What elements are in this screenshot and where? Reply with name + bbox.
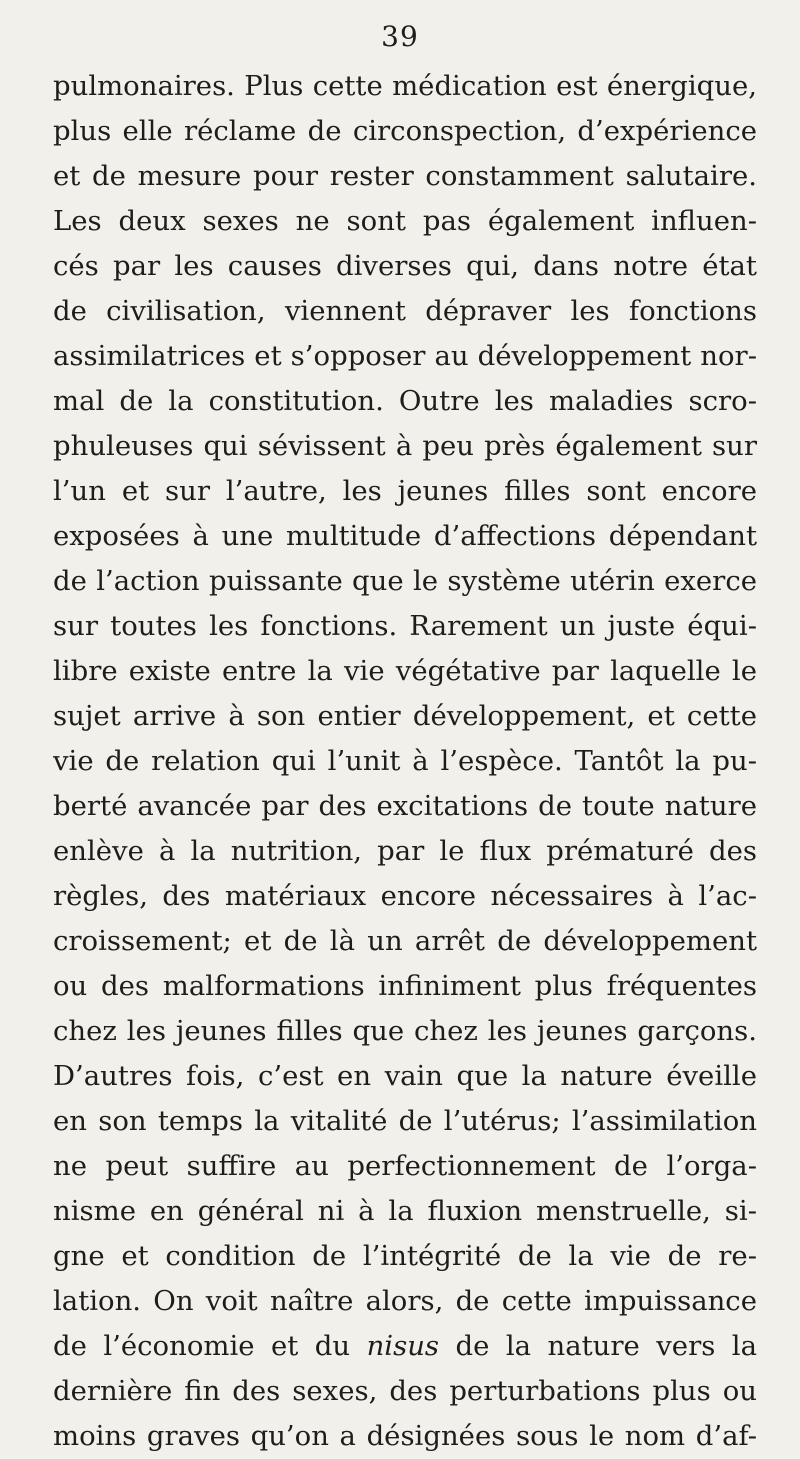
text-line: croissement; et de là un arrêt de développement <box>53 925 757 957</box>
text-line: berté avancée par des excitations de toute nature <box>53 790 757 822</box>
text-line: enlève à la nutrition, par le flux prématuré des <box>53 835 757 867</box>
body-text <box>53 64 757 1459</box>
text-line: de civilisation, viennent dépraver les fonctions <box>53 295 757 327</box>
text-line: vie de relation qui l’unit à l’espèce. Tantôt la pu- <box>53 745 757 777</box>
text-line: pulmonaires. Plus cette médication est énergique, <box>53 70 757 102</box>
text-line: assimilatrices et s’opposer au développement nor- <box>53 340 757 372</box>
text-line: plus elle réclame de circonspection, d’expérience <box>53 115 757 147</box>
text-segment: de l’économie et du <box>53 1330 351 1362</box>
text-line: ne peut suffire au perfectionnement de l’orga- <box>53 1150 757 1182</box>
text-line: chez les jeunes filles que chez les jeunes garçons. <box>53 1015 757 1047</box>
text-line: l’un et sur l’autre, les jeunes filles sont encore <box>53 475 757 507</box>
text-line: Les deux sexes ne sont pas également influen- <box>53 205 757 237</box>
text-line: et de mesure pour rester constamment salutaire. <box>53 160 757 192</box>
text-line: mal de la constitution. Outre les maladies scro- <box>53 385 757 417</box>
text-line <box>53 1324 757 1369</box>
text-segment: de la nature vers la <box>455 1330 757 1362</box>
text-line: exposées à une multitude d’affections dépendant <box>53 520 757 552</box>
text-line: ou des malformations infiniment plus fréquentes <box>53 970 757 1002</box>
text-line: cés par les causes diverses qui, dans notre état <box>53 250 757 282</box>
text-line: en son temps la vitalité de l’utérus; l’assimilation <box>53 1105 757 1137</box>
text-line: nisme en général ni à la fluxion menstruelle, si- <box>53 1195 757 1227</box>
italic-term: nisus <box>366 1330 440 1362</box>
text-line: gne et condition de l’intégrité de la vie de re- <box>53 1240 757 1272</box>
text-line: lation. On voit naître alors, de cette impuissance <box>53 1285 757 1317</box>
text-line: libre existe entre la vie végétative par laquelle le <box>53 655 757 687</box>
page-number: 39 <box>381 20 419 53</box>
text-line: sujet arrive à son entier développement, et cette <box>53 700 757 732</box>
text-line: dernière fin des sexes, des perturbations plus ou <box>53 1375 757 1407</box>
text-line: D’autres fois, c’est en vain que la nature éveille <box>53 1060 757 1092</box>
text-line: phuleuses qui sévissent à peu près également sur <box>53 430 757 462</box>
text-line: moins graves qu’on a désignées sous le nom d’af- <box>53 1420 757 1452</box>
text-line: de l’action puissante que le système utérin exerce <box>53 565 757 597</box>
text-line: sur toutes les fonctions. Rarement un juste équi- <box>53 610 757 642</box>
text-line: règles, des matériaux encore nécessaires à l’ac- <box>53 880 757 912</box>
